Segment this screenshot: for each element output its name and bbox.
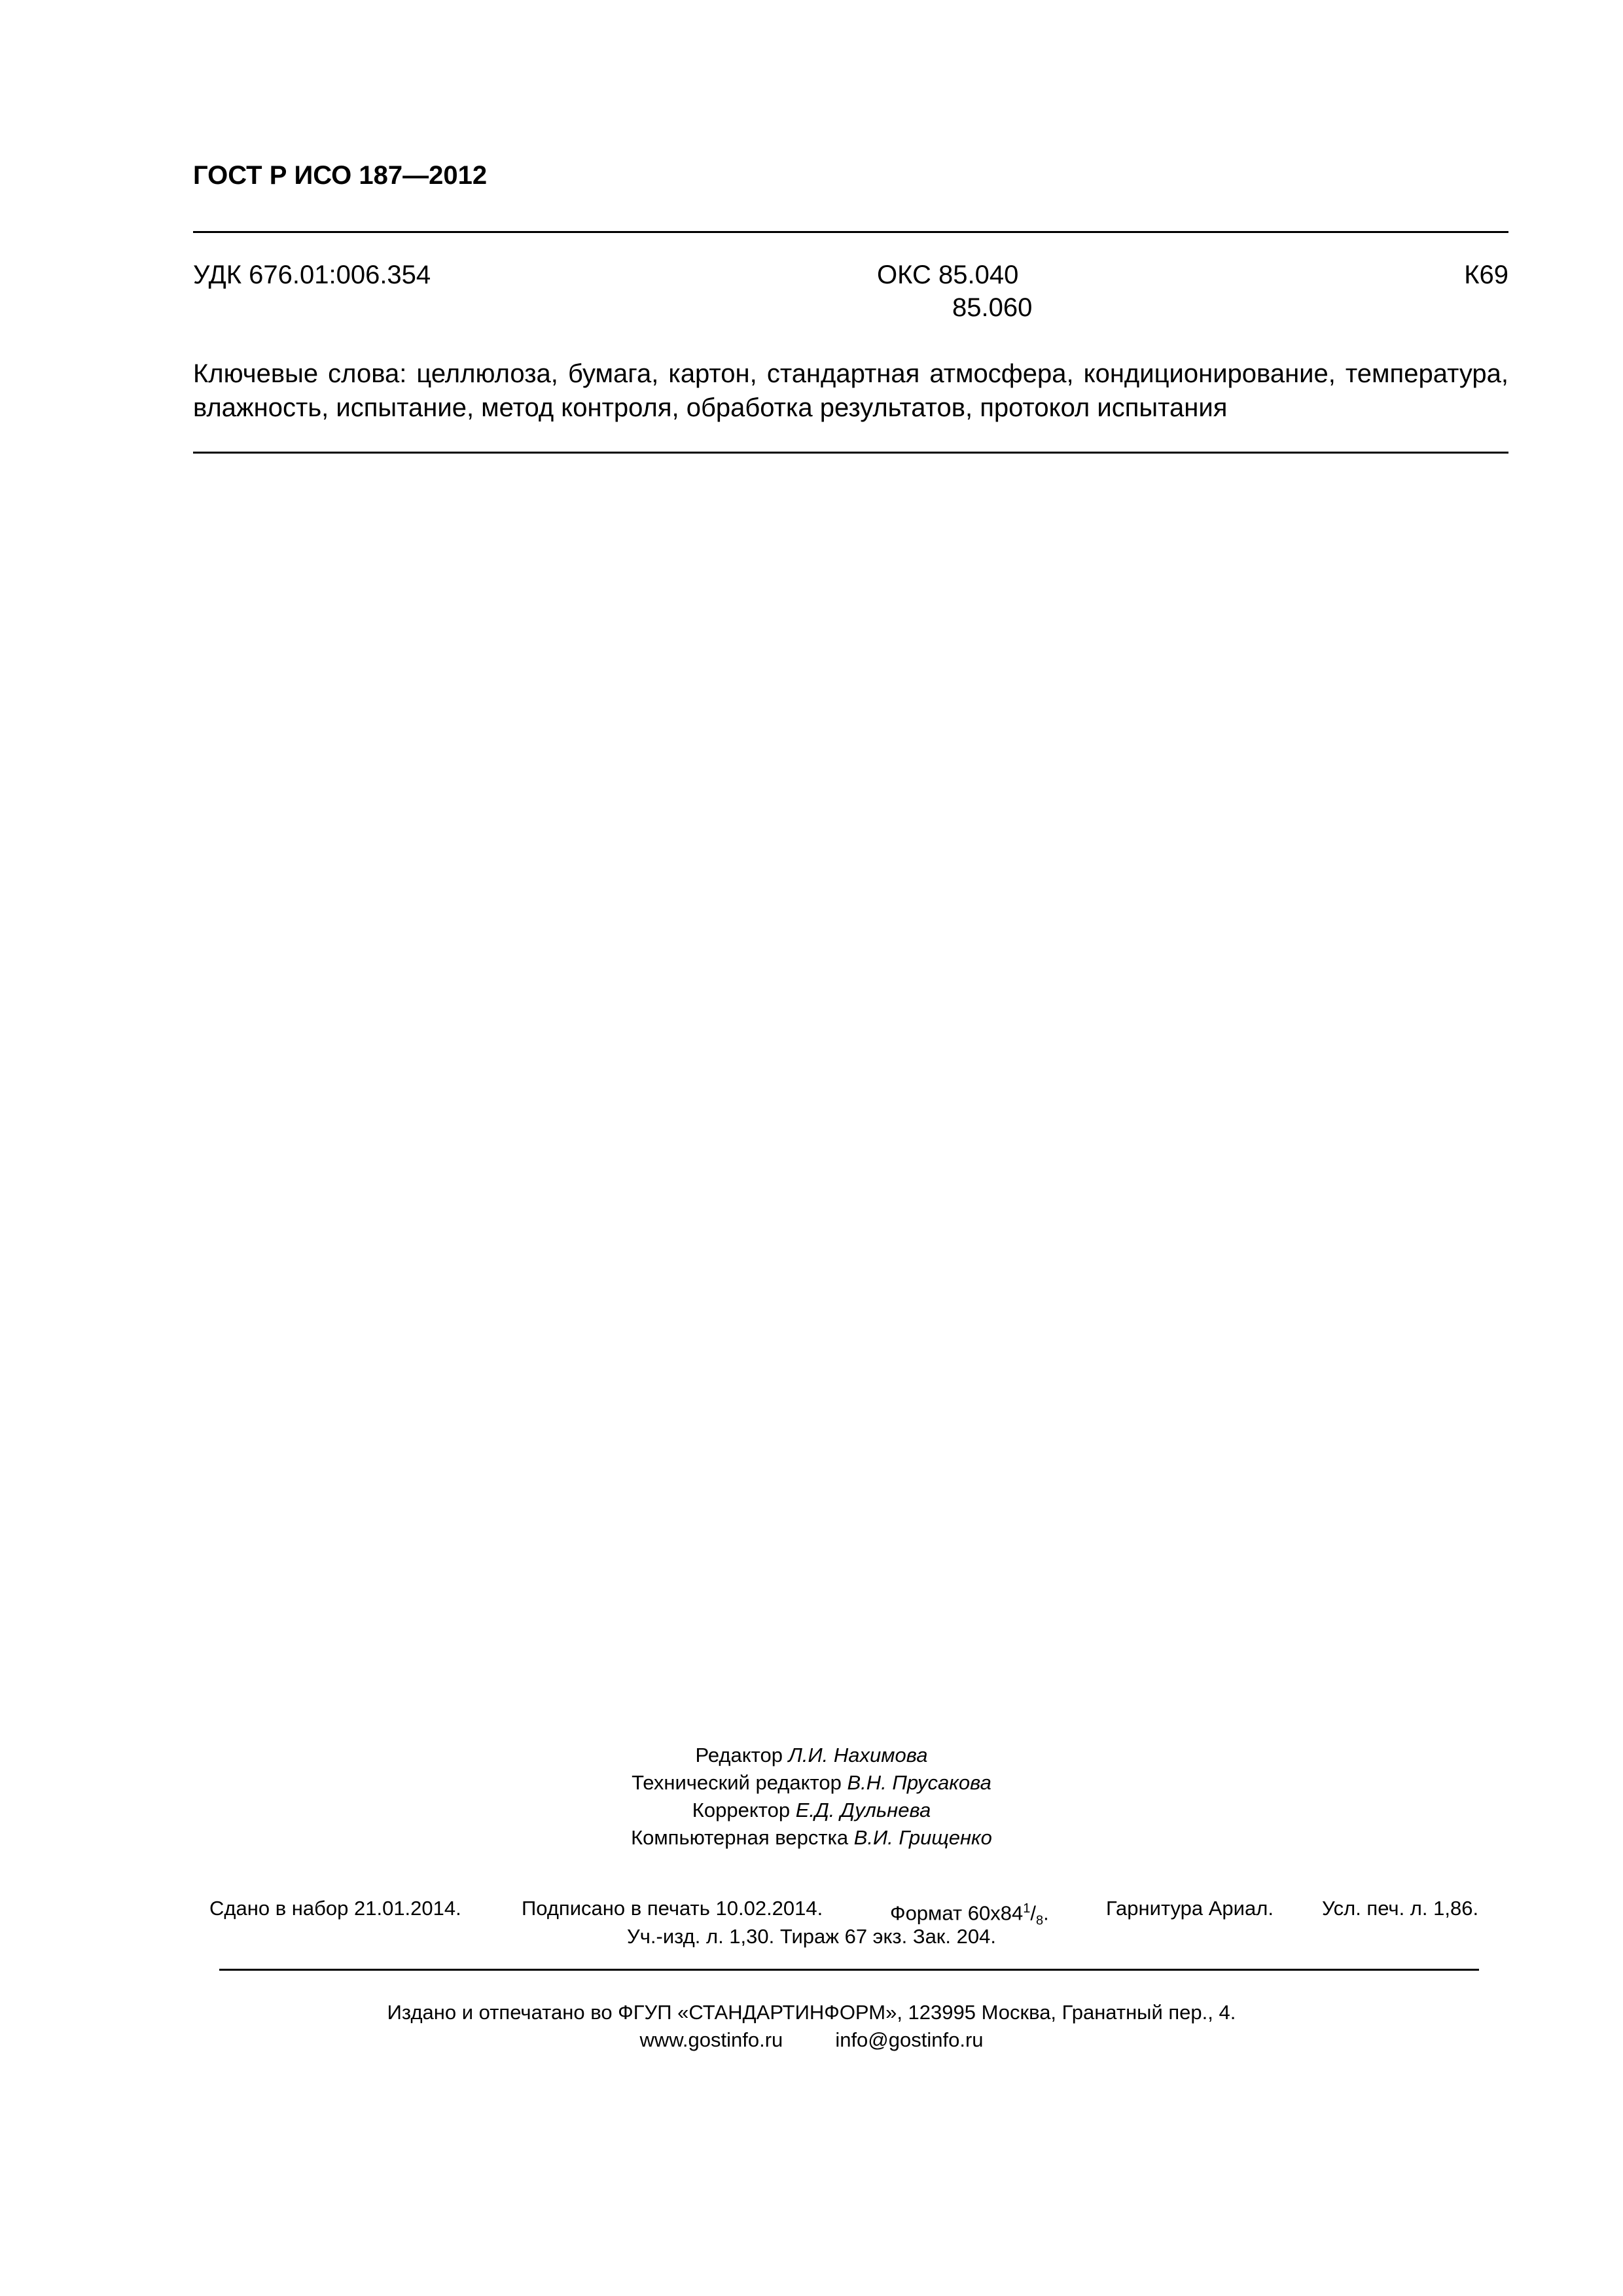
- format-prefix: Формат 60x84: [890, 1901, 1024, 1925]
- udk-code: УДК 676.01:006.354: [193, 260, 431, 289]
- contact-line: [0, 2026, 1623, 2054]
- format-numerator: 1: [1023, 1901, 1031, 1916]
- credit-role: Компьютерная верстка: [631, 1826, 849, 1849]
- keywords-divider: [193, 452, 1508, 454]
- footer-divider: [219, 1969, 1479, 1971]
- credit-name: Е.Д. Дульнева: [795, 1799, 931, 1821]
- credit-tech-editor: [0, 1769, 1623, 1797]
- submitted-date: Сдано в набор 21.01.2014.: [209, 1897, 461, 1920]
- print-sheets: Усл. печ. л. 1,86.: [1322, 1897, 1479, 1920]
- credit-role: Корректор: [692, 1799, 791, 1821]
- credit-name: Л.И. Нахимова: [788, 1744, 928, 1767]
- signed-date: Подписано в печать 10.02.2014.: [522, 1897, 823, 1920]
- format-slash: /: [1030, 1901, 1036, 1925]
- oks-code: ОКС 85.040: [877, 260, 1019, 289]
- credit-editor: [0, 1742, 1623, 1769]
- credit-layout: [0, 1824, 1623, 1852]
- credit-role: Редактор: [695, 1744, 783, 1767]
- credit-name: В.Н. Прусакова: [847, 1771, 991, 1794]
- keywords-paragraph: Ключевые слова: целлюлоза, бумага, картон, стандартная атмосфера, кондиционирование, температура, влажность, испытание, метод контроля, обработка результатов, протокол испытания: [193, 359, 1508, 422]
- format-suffix: .: [1043, 1901, 1049, 1925]
- email-link[interactable]: info@gostinfo.ru: [835, 2028, 984, 2051]
- k-code: К69: [1464, 260, 1508, 289]
- oks-code-secondary: 85.060: [952, 293, 1033, 322]
- website-link[interactable]: www.gostinfo.ru: [639, 2028, 783, 2051]
- credit-role: Технический редактор: [632, 1771, 842, 1794]
- typeface-info: Гарнитура Ариал.: [1106, 1897, 1274, 1920]
- credit-corrector: [0, 1797, 1623, 1824]
- publisher-info: Издано и отпечатано во ФГУП «СТАНДАРТИНФОРМ», 123995 Москва, Гранатный пер., 4.: [387, 2001, 1236, 2024]
- document-title: ГОСТ Р ИСО 187—2012: [193, 161, 488, 190]
- credit-name: В.И. Грищенко: [853, 1826, 992, 1849]
- format-denominator: 8: [1035, 1913, 1044, 1928]
- publication-stats: Уч.-изд. л. 1,30. Тираж 67 экз. Зак. 204.: [627, 1925, 996, 1948]
- top-divider: [193, 231, 1508, 233]
